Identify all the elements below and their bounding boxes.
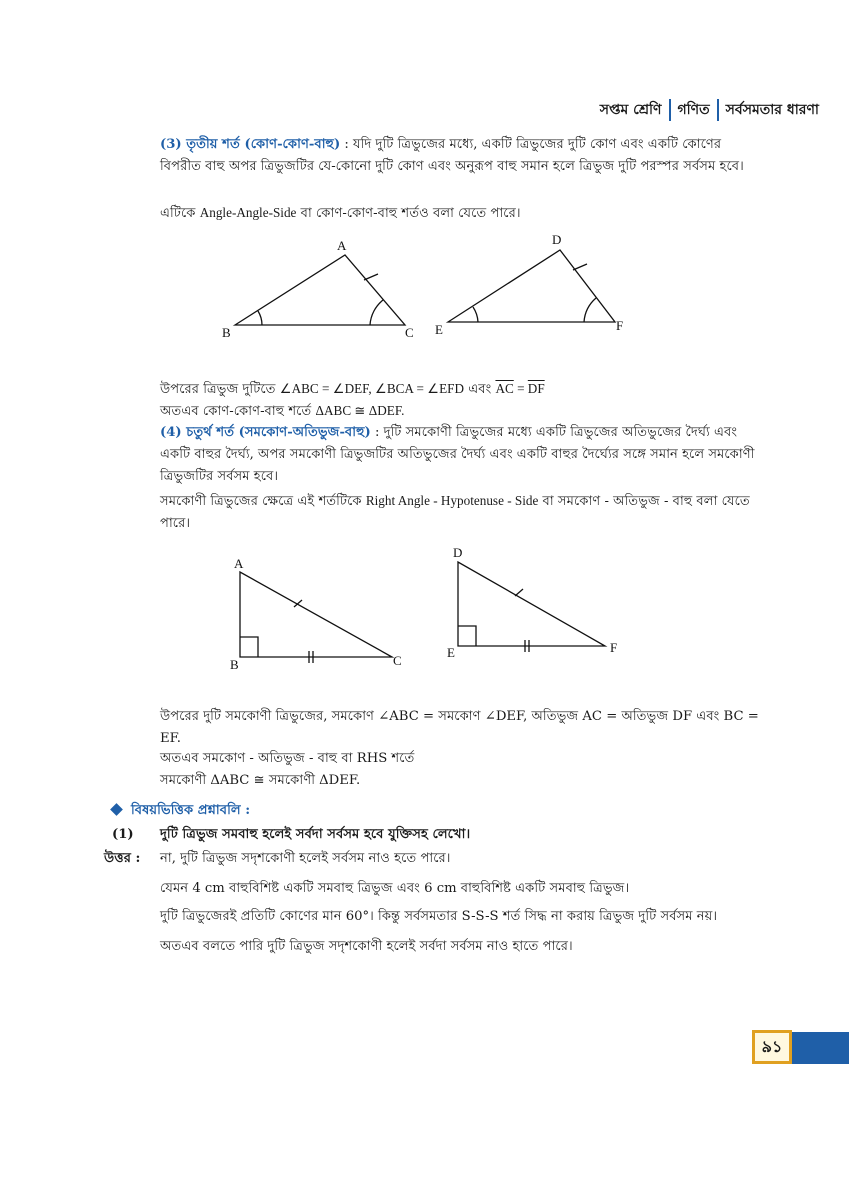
qa-answer-line-4: অতএব বলতে পারি দুটি ত্রিভুজ সদৃশকোণী হলেই সর্বদা সর্বসম নাও হাতে পারে।	[160, 939, 573, 954]
label-c: C	[405, 325, 414, 340]
rhs-conclusion-2: সমকোণী ΔABC ≅ সমকোণী ΔDEF.	[160, 773, 361, 788]
diamond-bullet-icon	[110, 803, 123, 816]
rhs-label-b: B	[230, 657, 239, 672]
rhs-paragraph	[160, 422, 760, 488]
qa-answer-line-3: দুটি ত্রিভুজেরই প্রতিটি কোণের মান 60°। কিন্তু সর্বসমতার S-S-S শর্ত সিদ্ধ না করায় ত্রিভুজ দুটি সর্বসম নয়।	[160, 909, 718, 924]
right-triangle-def-outline	[458, 562, 605, 646]
qa-section-title	[112, 800, 250, 822]
rhs-alias-latin: Right Angle - Hypotenuse - Side	[365, 493, 539, 508]
aas-alias-post: বা কোণ-কোণ-বাহু শর্তও বলা যেতে পারে।	[296, 206, 521, 221]
triangle-def	[448, 250, 615, 322]
angle-f-arc	[584, 298, 596, 322]
right-triangle-abc	[240, 572, 392, 663]
right-angle-b	[240, 637, 258, 657]
rhs-label-d: D	[453, 545, 463, 560]
label-d: D	[552, 232, 562, 247]
triangle-def-outline	[448, 250, 615, 322]
rhs-label-a: A	[234, 556, 244, 571]
label-f: F	[616, 318, 624, 333]
rhs-label-c: C	[393, 653, 402, 668]
label-a: A	[337, 238, 347, 253]
aas-statement-math: ∠ABC = ∠DEF, ∠BCA = ∠EFD	[279, 381, 464, 396]
label-e: E	[435, 322, 443, 337]
rhs-text: : দুটি সমকোণী ত্রিভুজের মধ্যে একটি ত্রিভুজের অতিভুজের দৈর্ঘ্য এবং একটি বাহুর দৈর্ঘ্য, অপর সমকোণী ত্রিভুজটির অতিভুজের দৈর্ঘ্য এবং একটি বাহুর দৈর্ঘ্যের সঙ্গে সমান হলে সমকোণী ত্রিভুজটির সর্বসম হবে।	[160, 425, 755, 484]
rhs-heading: (4) চতুর্থ শর্ত (সমকোণ-অতিভুজ-বাহু)	[160, 425, 371, 440]
rhs-statement: উপরের দুটি সমকোণী ত্রিভুজের, সমকোণ ∠ABC = সমকোণ ∠DEF, অতিভুজ AC = অতিভুজ DF এবং BC = EF.	[160, 709, 759, 746]
header-class: সপ্তম শ্রেণি	[599, 102, 662, 118]
triangle-abc	[235, 255, 405, 325]
aas-heading: (3) তৃতীয় শর্ত (কোণ-কোণ-বাহু)	[160, 137, 341, 152]
qa-answer-line-1: না, দুটি ত্রিভুজ সদৃশকোণী হলেই সর্বসম নাও হতে পারে।	[160, 851, 451, 866]
rhs-alias-pre: সমকোণী ত্রিভুজের ক্ষেত্রে এই শর্তটিকে	[160, 494, 366, 509]
aas-alias-latin: Angle-Angle-Side	[199, 205, 297, 220]
qa-question: দুটি ত্রিভুজ সমবাহু হলেই সর্বদা সর্বসম হবে যুক্তিসহ লেখো।	[160, 827, 471, 842]
label-b: B	[222, 325, 231, 340]
header-chapter: সর্বসমতার ধারণা	[725, 102, 819, 118]
qa-title-text: বিষয়ভিত্তিক প্রশ্নাবলি :	[131, 803, 251, 818]
aas-conclusion-math: ΔABC ≅ ΔDEF.	[315, 403, 405, 418]
aas-statement	[160, 378, 760, 401]
rhs-label-e: E	[447, 645, 455, 660]
tick-df-hyp	[515, 589, 523, 596]
page-number-bar	[792, 1032, 849, 1064]
rhs-label-f: F	[610, 640, 618, 655]
aas-statement-eq: =	[513, 381, 528, 396]
rhs-conclusion-1: অতএব সমকোণ - অতিভুজ - বাহু বা RHS শর্তে	[160, 751, 415, 766]
qa-answer-label: উত্তর :	[104, 851, 141, 866]
rhs-alias	[160, 490, 760, 535]
aas-conclusion	[160, 400, 760, 423]
qa-answer-line-2: যেমন 4 cm বাহুবিশিষ্ট একটি সমবাহু ত্রিভুজ এবং 6 cm বাহুবিশিষ্ট একটি সমবাহু ত্রিভুজ।	[160, 881, 630, 896]
angle-c-arc	[370, 300, 383, 325]
angle-b-arc	[258, 311, 262, 325]
rhs-alias-post: বা সমকোণ - অতিভুজ - বাহু বলা যেতে পারে।	[160, 494, 750, 531]
aas-alias-pre: এটিকে	[160, 206, 200, 221]
page-number: ৯১	[752, 1030, 792, 1064]
qa-question-number: (1)	[112, 827, 134, 842]
right-triangle-abc-outline	[240, 572, 392, 657]
right-triangle-def	[458, 562, 605, 652]
header-subject: গণিত	[677, 102, 710, 118]
right-angle-e	[458, 626, 476, 646]
angle-e-arc	[473, 307, 478, 322]
tick-ac	[364, 274, 378, 280]
aas-statement-ac: $\overline{AC}$	[495, 381, 514, 396]
aas-statement-pre: উপরের ত্রিভুজ দুটিতে	[160, 382, 280, 397]
aas-text: : যদি দুটি ত্রিভুজের মধ্যে, একটি ত্রিভুজের দুটি কোণ এবং একটি কোণের বিপরীত বাহু অপর ত্রিভুজটির যে-কোনো দুটি কোণ এবং অনুরূপ বাহু সমান হলে ত্রিভুজ দুটি পরস্পর সর্বসম হবে।	[160, 137, 744, 174]
aas-statement-df: $\overline{DF}$	[527, 381, 545, 396]
aas-conclusion-pre: অতএব কোণ-কোণ-বাহু শর্তে	[160, 404, 316, 419]
tick-df	[573, 264, 587, 270]
aas-statement-and: এবং	[464, 382, 496, 397]
